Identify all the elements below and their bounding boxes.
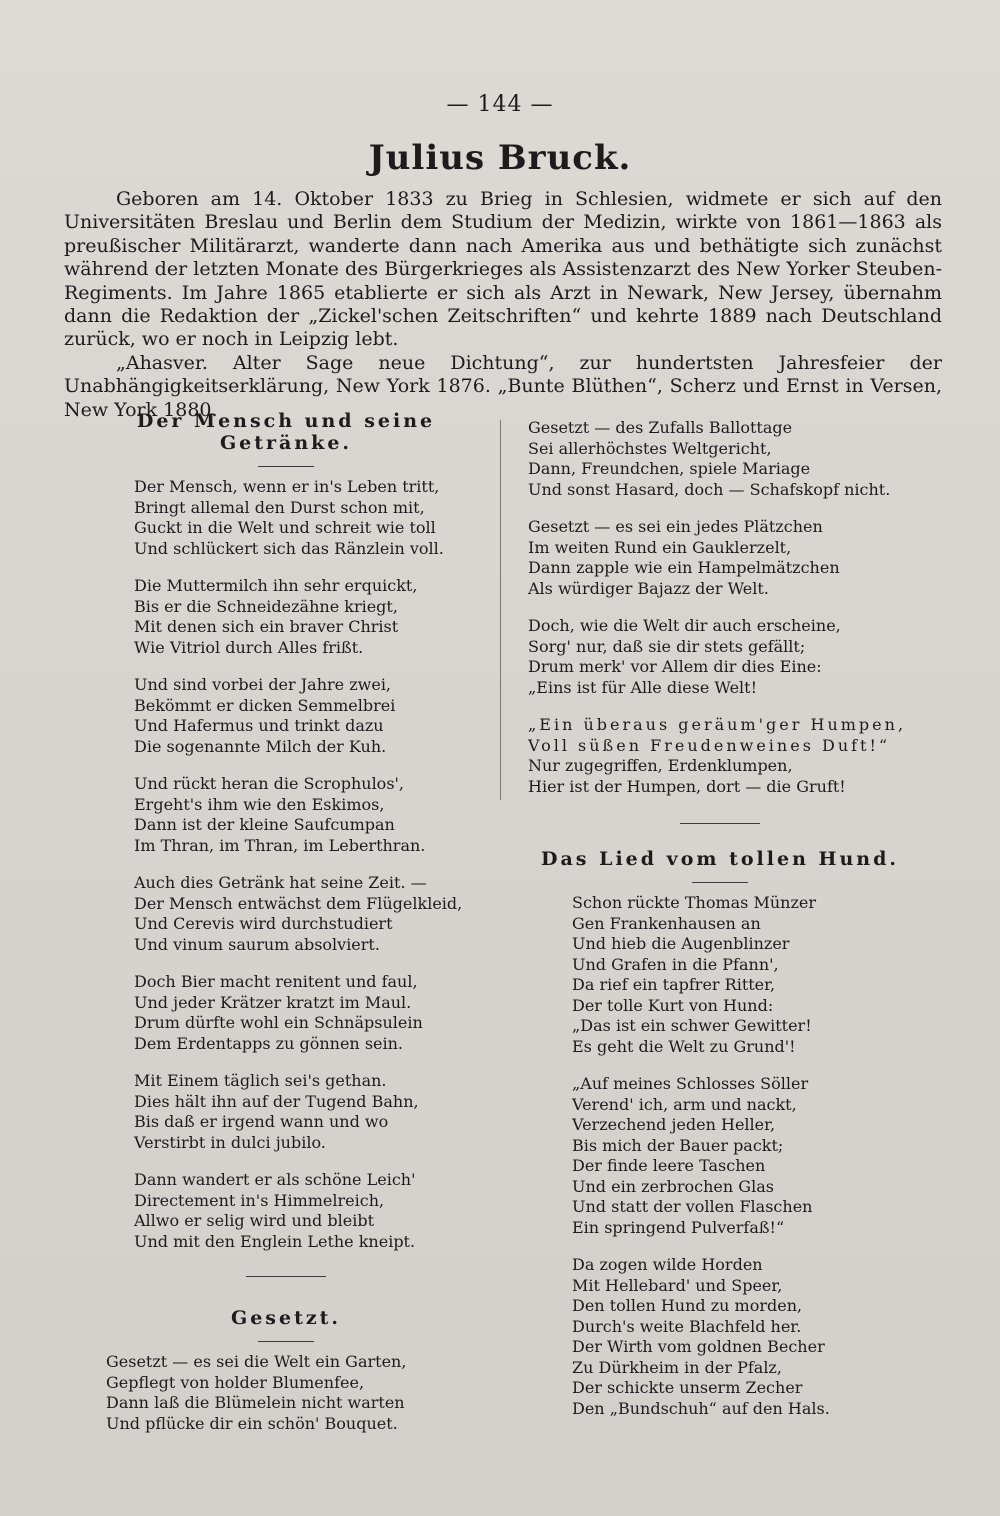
page-title: Julius Bruck. (368, 138, 632, 178)
verse-line: Mit denen sich ein braver Christ (134, 617, 399, 636)
verse-line: Die Muttermilch ihn sehr erquickt, (134, 576, 418, 595)
verse-line: Und pflücke dir ein schön' Bouquet. (106, 1413, 398, 1433)
verse-line: Gen Frankenhausen an (572, 913, 761, 933)
verse-line: Wie Vitriol durch Alles frißt. (134, 637, 364, 657)
verse-line: Drum merk' vor Allem dir dies Eine: (528, 657, 822, 676)
verse-line: Und mit den Englein Lethe kneipt. (134, 1231, 416, 1251)
verse-line: Bekömmt er dicken Semmelbrei (134, 695, 396, 715)
verse-line: Der tolle Kurt von Hund: (572, 995, 774, 1015)
verse-line: Durch's weite Blachfeld her. (572, 1316, 802, 1336)
verse-line: Den „Bundschuh“ auf den Hals. (572, 1398, 830, 1418)
verse-line: Sei allerhöchstes Weltgericht, (528, 438, 772, 458)
verse-line: Und rückt heran die Scrophulos', (134, 774, 405, 793)
left-column (82, 410, 490, 1451)
stanza (134, 675, 490, 757)
verse-line: Mit Einem täglich sei's gethan. (134, 1071, 387, 1090)
verse-line: „Ein überaus geräum'ger Humpen, (528, 715, 907, 734)
title-rule (692, 882, 748, 883)
verse-line: Bis mich der Bauer packt; (572, 1135, 784, 1155)
verse-line: Und hieb die Augenblinzer (572, 934, 790, 953)
verse-line: „Eins ist für Alle diese Welt! (528, 677, 758, 697)
stanza (528, 418, 930, 500)
biography (64, 188, 942, 422)
verse-line: Auch dies Getränk hat seine Zeit. — (134, 873, 427, 892)
verse-line: Der Mensch entwächst dem Flügelkleid, (134, 893, 463, 913)
verse-line: Dann ist der kleine Saufcumpan (134, 815, 395, 834)
verse-line: Dann laß die Blümelein nicht warten (106, 1393, 405, 1412)
verse-line: Und ein zerbrochen Glas (572, 1176, 774, 1196)
verse-line: Gesetzt — es sei ein jedes Plätzchen (528, 517, 823, 536)
stanza (134, 873, 490, 955)
verse-line: Und Grafen in die Pfann', (572, 954, 779, 974)
verse-line: Dies hält ihn auf der Tugend Bahn, (134, 1091, 419, 1111)
stanza (572, 1074, 930, 1238)
verse-line: Dann, Freundchen, spiele Mariage (528, 459, 811, 478)
verse-line: Nur zugegriffen, Erdenklumpen, (528, 756, 793, 775)
verse-line: „Auf meines Schlosses Söller (572, 1074, 809, 1093)
verse-line: Drum dürfte wohl ein Schnäpsulein (134, 1013, 423, 1032)
stanza (572, 893, 930, 1057)
verse-line: Im weiten Rund ein Gauklerzelt, (528, 537, 792, 557)
verse-line: Als würdiger Bajazz der Welt. (528, 578, 769, 598)
poem-body (82, 477, 490, 1252)
verse-line: Doch Bier macht renitent und faul, (134, 972, 418, 991)
verse-line: Ergeht's ihm wie den Eskimos, (134, 794, 385, 814)
stanza (134, 576, 490, 658)
stanza (134, 1071, 490, 1153)
verse-line: Der schickte unserm Zecher (572, 1378, 803, 1397)
verse-line: Und sonst Hasard, doch — Schafskopf nicht. (528, 479, 891, 499)
verse-line: Mit Hellebard' und Speer, (572, 1275, 783, 1295)
verse-line: Bis daß er irgend wann und wo (134, 1112, 389, 1131)
verse-line: „Das ist ein schwer Gewitter! (572, 1016, 812, 1035)
verse-line: Es geht die Welt zu Grund'! (572, 1036, 796, 1056)
page-number: — 144 — (446, 92, 554, 117)
poem-title: Das Lied vom tollen Hund. (541, 848, 899, 870)
verse-line: Gesetzt — des Zufalls Ballottage (528, 418, 793, 437)
section-rule (246, 1276, 326, 1277)
bio-paragraph: Geboren am 14. Oktober 1833 zu Brieg in Schlesien, widmete er sich auf den Universitäten Breslau und Berlin dem Studium der Medizin, wirkte von 1861—1863 als preußischer Militärarzt, wanderte dann nach Amerika aus und bethätigte sich zunächst während der letzten Monate des Bürgerkrieges als Assistenzarzt des New Yorker Steuben-Regiments. Im Jahre 1865 etablierte er sich als Arzt in Newark, New Jersey, übernahm dann die Redaktion der „Zickel'schen Zeitschriften“ und kehrte 1889 nach Deutschland zurück, wo er noch in Leipzig lebt. (64, 188, 942, 351)
verse-line: Schon rückte Thomas Münzer (572, 893, 816, 912)
verse-line: Ein springend Pulverfaß!“ (572, 1217, 785, 1237)
verse-line: Und Cerevis wird durchstudiert (134, 914, 393, 933)
title-rule (258, 1341, 314, 1342)
right-column (510, 418, 930, 1436)
verse-line: Der Mensch, wenn er in's Leben tritt, (134, 477, 440, 496)
verse-line: Voll süßen Freudenweines Duft!“ (528, 735, 891, 755)
stanza (106, 1352, 490, 1434)
poem-title: Der Mensch und seine Getränke. (136, 410, 436, 454)
verse-line: Im Thran, im Thran, im Leberthran. (134, 835, 426, 855)
stanza (528, 715, 930, 797)
stanza (134, 477, 490, 559)
verse-line: Und vinum saurum absolviert. (134, 934, 380, 954)
bio-paragraph: „Ahasver. Alter Sage neue Dichtung“, zur hundertsten Jahresfeier der Unabhängigkeitserklärung, New York 1876. „Bunte Blüthen“, Scherz und Ernst in Versen, New York 1880. (64, 351, 942, 421)
verse-line: Den tollen Hund zu morden, (572, 1296, 803, 1315)
poem-body (510, 893, 930, 1419)
verse-line: Gesetzt — es sei die Welt ein Garten, (106, 1352, 407, 1371)
verse-line: Und Hafermus und trinkt dazu (134, 716, 384, 735)
verse-line: Doch, wie die Welt dir auch erscheine, (528, 616, 841, 635)
verse-line: Und jeder Krätzer kratzt im Maul. (134, 992, 412, 1012)
verse-line: Der finde leere Taschen (572, 1156, 766, 1175)
stanza (134, 774, 490, 856)
stanza (528, 517, 930, 599)
verse-line: Verstirbt in dulci jubilo. (134, 1132, 326, 1152)
verse-line: Zu Dürkheim in der Pfalz, (572, 1357, 782, 1377)
poem-continuation (510, 418, 930, 797)
verse-line: Guckt in die Welt und schreit wie toll (134, 518, 436, 537)
verse-line: Da rief ein tapfrer Ritter, (572, 975, 776, 994)
verse-line: Bis er die Schneidezähne kriegt, (134, 596, 398, 616)
verse-line: Directement in's Himmelreich, (134, 1190, 385, 1210)
verse-line: Verzechend jeden Heller, (572, 1115, 776, 1134)
title-rule (258, 466, 314, 467)
verse-line: Da zogen wilde Horden (572, 1255, 763, 1274)
verse-line: Und sind vorbei der Jahre zwei, (134, 675, 392, 694)
verse-line: Hier ist der Humpen, dort — die Gruft! (528, 776, 846, 796)
stanza (528, 616, 930, 698)
poem-body (82, 1352, 490, 1434)
verse-line: Sorg' nur, daß sie dir stets gefällt; (528, 636, 806, 656)
verse-line: Bringt allemal den Durst schon mit, (134, 497, 425, 517)
verse-line: Allwo er selig wird und bleibt (134, 1211, 374, 1230)
verse-line: Die sogenannte Milch der Kuh. (134, 736, 387, 756)
verse-line: Dem Erdentapps zu gönnen sein. (134, 1033, 403, 1053)
stanza (572, 1255, 930, 1419)
stanza (134, 972, 490, 1054)
verse-line: Und statt der vollen Flaschen (572, 1197, 813, 1216)
section-rule (680, 823, 760, 824)
verse-line: Der Wirth vom goldnen Becher (572, 1337, 825, 1356)
verse-line: Und schlückert sich das Ränzlein voll. (134, 538, 444, 558)
poem-title: Gesetzt. (230, 1307, 342, 1329)
stanza (134, 1170, 490, 1252)
verse-line: Verend' ich, arm und nackt, (572, 1094, 797, 1114)
column-divider (500, 420, 501, 800)
verse-line: Gepflegt von holder Blumenfee, (106, 1372, 365, 1392)
verse-line: Dann wandert er als schöne Leich' (134, 1170, 416, 1189)
verse-line: Dann zapple wie ein Hampelmätzchen (528, 558, 840, 577)
